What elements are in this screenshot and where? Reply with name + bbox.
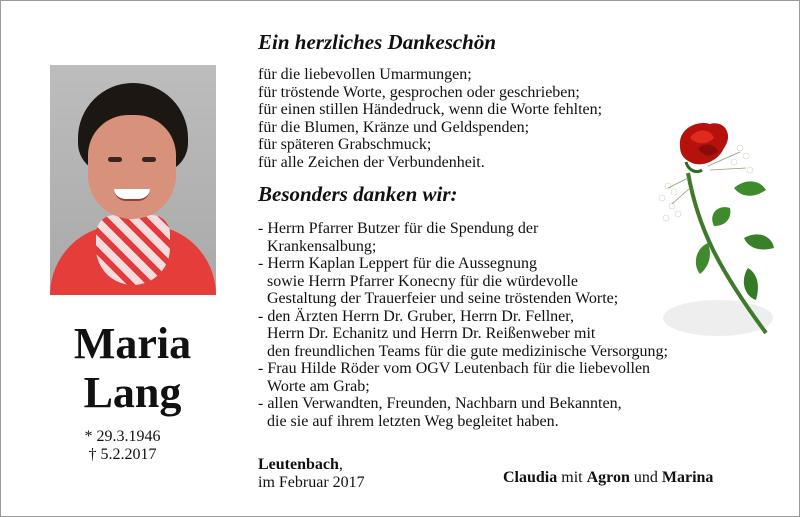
signature-name: Marina <box>661 469 714 486</box>
place-comma: , <box>338 456 343 473</box>
thanks-line: für alle Zeichen der Verbundenheit. <box>258 153 485 171</box>
portrait-photo <box>50 65 216 295</box>
special-line: - Herrn Pfarrer Butzer für die Spendung der <box>258 220 539 237</box>
first-name: Maria <box>73 319 192 368</box>
signature-name: Claudia <box>503 469 558 486</box>
place-name: Leutenbach <box>258 456 339 473</box>
signature <box>503 469 713 487</box>
thanks-line: für späteren Grabschmuck; <box>258 136 432 153</box>
special-line: sowie Herrn Pfarrer Konecny für die würdevolle <box>267 272 578 290</box>
thanks-line: für die liebevollen Umarmungen; <box>258 66 472 83</box>
special-line: Herrn Dr. Echanitz und Herrn Dr. Reißenweber mit <box>267 325 596 342</box>
special-line: Worte am Grab; <box>267 377 370 395</box>
thanks-line: für tröstende Worte, gesprochen oder geschrieben; <box>258 83 580 101</box>
place-date <box>258 456 365 492</box>
heading-special-thanks: Besonders danken wir: <box>258 182 458 206</box>
thanks-list <box>258 66 602 171</box>
signature-name: Agron <box>586 469 630 486</box>
signature-connector: und <box>629 469 662 486</box>
signature-connector: mit <box>557 469 587 486</box>
thanks-line: für einen stillen Händedruck, wenn die Worte fehlten; <box>258 101 603 118</box>
special-line: die sie auf ihrem letzten Weg begleitet haben. <box>267 412 559 430</box>
birth-date: * 29.3.1946 <box>84 428 161 445</box>
special-line: den freundlichen Teams für die gute medizinische Versorgung; <box>267 342 668 360</box>
special-line: - allen Verwandten, Freunden, Nachbarn und Bekannten, <box>258 395 622 412</box>
rose-image <box>648 118 788 348</box>
thanks-line: für die Blumen, Kränze und Geldspenden; <box>258 118 530 136</box>
date-line: im Februar 2017 <box>258 474 365 491</box>
special-line: Gestaltung der Trauerfeier und seine tröstenden Worte; <box>267 290 619 307</box>
special-line: Krankensalbung; <box>267 237 377 255</box>
last-name: Lang <box>83 368 182 417</box>
special-line: - Frau Hilde Röder vom OGV Leutenbach für die liebevollen <box>258 360 651 377</box>
special-line: - den Ärzten Herrn Dr. Gruber, Herrn Dr. Fellner, <box>258 307 574 325</box>
heading-thanks: Ein herzliches Dankeschön <box>258 30 497 54</box>
special-thanks-list <box>258 220 668 430</box>
death-date: † 5.2.2017 <box>88 446 157 463</box>
special-line: - Herrn Kaplan Leppert für die Aussegnung <box>258 255 538 272</box>
